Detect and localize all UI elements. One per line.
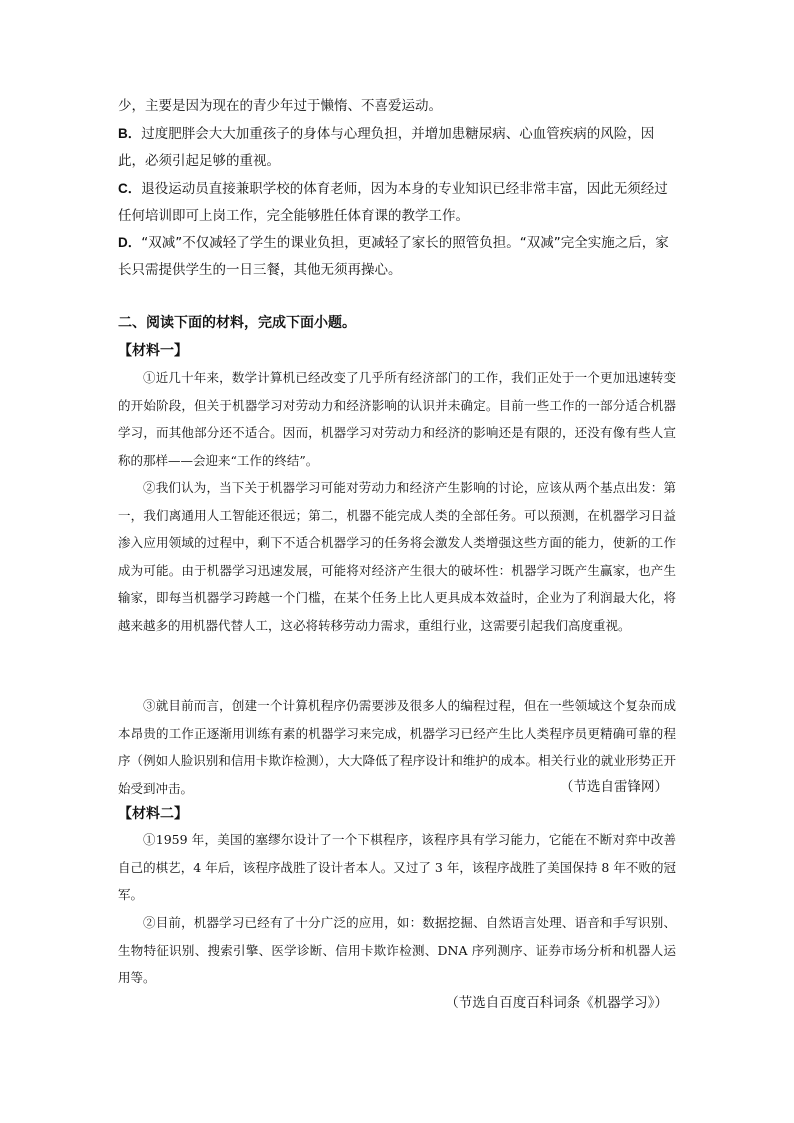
option-a-text: 少，主要是因为现在的青少年过于懒惰、不喜爱运动。 <box>118 98 442 114</box>
option-d-text: “双减”不仅减轻了学生的课业负担，更减轻了家长的照管负担。“双减”完全实施之后，家长只需提供学生的一日三餐，其他无须再操心。 <box>118 235 669 278</box>
option-d-letter: D． <box>118 235 142 250</box>
option-b-text: 过度肥胖会大大加重孩子的身体与心理负担，并增加患糖尿病、心血管疾病的风险，因此，必须引起足够的重视。 <box>118 126 655 169</box>
option-a-continuation <box>118 93 678 120</box>
option-b <box>118 120 678 175</box>
option-c <box>118 175 678 230</box>
material-2-source: （节选自百度百科词条《机器学习》） <box>445 995 668 1011</box>
material-2-paragraph-1: ①1959 年，美国的塞缪尔设计了一个下棋程序，该程序具有学习能力，它能在不断对弈中改善自己的棋艺，4 年后，该程序战胜了设计者本人。又过了 3 年，该程序战胜了美国保持 8 年不败的冠军。 <box>118 832 676 902</box>
material-1-title: 【材料一】 <box>118 343 188 359</box>
material-1-paragraph-1: ①近几十年来，数学计算机已经改变了几乎所有经济部门的工作，我们正处于一个更加迅速转变的开始阶段，但关于机器学习对劳动力和经济影响的认识并未确定。目前一些工作的一部分适合机器学习，而其他部分还不适合。因而，机器学习对劳动力和经济的影响还是有限的，还没有像有些人宣称的那样——会迎来“工作的终结”。 <box>118 370 676 468</box>
material-2-paragraph-2: ②目前，机器学习已经有了十分广泛的应用，如：数据挖掘、自然语言处理、语音和手写识别、生物特征识别、搜索引擎、医学诊断、信用卡欺诈检测、DNA 序列测序、证券市场分析和机器人运用等。 <box>118 915 676 985</box>
material-1-paragraph-3: ③就目前而言，创建一个计算机程序仍需要涉及很多人的编程过程，但在一些领域这个复杂而成本昂贵的工作正逐渐用训练有素的机器学习来完成，机器学习已经产生比人类程序员更精确可靠的程序（例如人脸识别和信用卡欺诈检测），大大降低了程序设计和维护的成本。相关行业的就业形势正开始受到冲击。 <box>118 698 676 796</box>
option-c-text: 退役运动员直接兼职学校的体育老师，因为本身的专业知识已经非常丰富，因此无须经过任何培训即可上岗工作，完全能够胜任体育课的教学工作。 <box>118 181 668 224</box>
option-c-letter: C． <box>118 181 142 196</box>
option-d <box>118 229 678 284</box>
section-heading: 二、阅读下面的材料，完成下面小题。 <box>118 315 356 331</box>
material-1-paragraph-2: ②我们认为，当下关于机器学习可能对劳动力和经济产生影响的讨论，应该从两个基点出发：第一，我们离通用人工智能还很远；第二，机器不能完成人类的全部任务。可以预测，在机器学习日益渗入应用领域的过程中，剩下不适合机器学习的任务将会激发人类增强这些方面的能力，使新的工作成为可能。由于机器学习迅速发展，可能将对经济产生很大的破坏性：机器学习既产生赢家，也产生输家，即每当机器学习跨越一个门槛，在某个任务上比人更具成本效益时，企业为了利润最大化，将越来越多的用机器代替人工，这必将转移劳动力需求，重组行业，这需要引起我们高度重视。 <box>118 480 676 633</box>
option-b-letter: B． <box>118 126 142 141</box>
material-1-source: （节选自雷锋网） <box>560 779 668 795</box>
material-2-title: 【材料二】 <box>118 806 188 822</box>
